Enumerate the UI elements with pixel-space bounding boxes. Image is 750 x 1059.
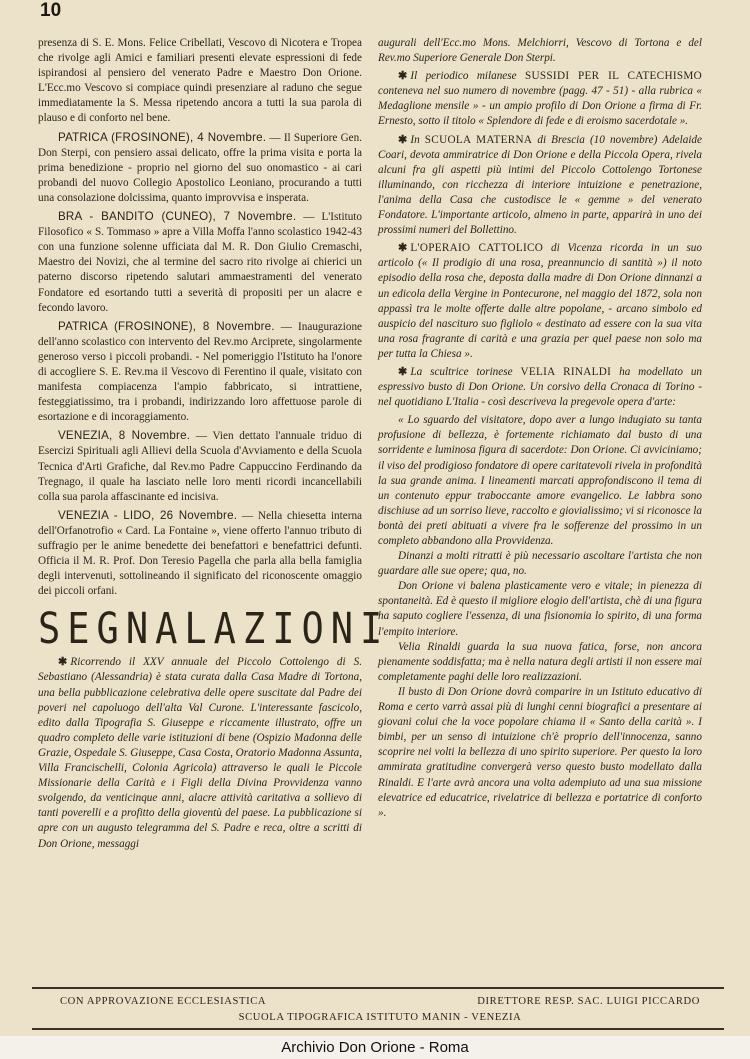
quote-paragraph: « Lo sguardo del visitatore, dopo aver a lungo indugiato su tanta profusione di bellezza, è fortemente richiamato dal busto di una sorridente e luminosa figura di sacerdote: Don Orione. Ci avviciniamo; il viso del prodigioso fondatore di opere caritatevoli rivela in profondità la sua grande anima. I lineamenti marcati approfondiscono il tema di un contenuto eppur traboccante amore evangelico. Le labbra sono dischiuse ad un sorriso lieve, raccolto e giovialissimo; vi si riconosce la bontà dei preti abituati a vivere fra le sofferenze del prossimo in un completo abbandono alla Provvidenza. (378, 414, 702, 547)
footer-rule-bottom (32, 1028, 724, 1030)
right-column (378, 36, 702, 821)
segnalazione-lead: In (410, 133, 420, 146)
article-columns (38, 36, 718, 984)
news-item (38, 36, 362, 127)
footer (60, 994, 700, 1026)
segnalazione-text: Ricorrendo il XXV annuale del Piccolo Cottolengo di S. Sebastiano (Alessandria) è stata curata dalla Casa Madre di Tortona, una bella pubblicazione celebrativa delle opere suscitate dal Padre dei poveri nel capoluogo dell'alta Val Curone. L'interessante fascicolo, edito dalla Tipografia S. Giuseppe e riccamente illustrato, offre un quadro completo delle varie istituzioni di bene (Ospizio Madonna delle Grazie, Ospedale S. Giuseppe, Casa Costa, Oratorio Madonna Assunta, Villa Francischelli, Colonia Agricola) attraverso le quali le Piccole Missionarie della Carità e i Figli della Divina Provvidenza vanno svolgendo, da venticinque anni, alacre attività caritativa a sollievo di tanti poverelli e a profitto della gioventù del paese. La pubblicazione si apre con un augusto telegramma del S. Padre e reca, oltre a scritti di Don Orione, messaggi (38, 656, 362, 850)
section-title-segnalazioni: SEGNALAZIONI (38, 604, 390, 654)
star-bullet-icon: ✱ (398, 365, 408, 378)
page-number: 10 (40, 0, 62, 21)
quoted-article (378, 413, 702, 821)
publication-name: SUSSIDI PER IL CATECHISMO (524, 70, 702, 83)
footer-rule-top (32, 987, 724, 989)
quote-paragraph: Don Orione vi balena plasticamente vero e vitale; in pienezza di spontaneità. Ed è questo il migliore elogio dell'artista, chè di una figura ha saputo cogliere l'essenza, di una fisionomia lo spirito, di una forma l'empito interiore. (378, 580, 702, 638)
segnalazione-item (378, 365, 702, 410)
quote-paragraph: Dinanzi a molti ritratti è più necessario ascoltare l'artista che non guardare alle sue opere; qua, no. (378, 550, 702, 578)
archive-watermark-bar: Archivio Don Orione - Roma (0, 1036, 750, 1059)
news-item (38, 508, 362, 600)
news-item-text: — Inaugurazione dell'anno scolastico con intervento del Rev.mo Arciprete, singolarmente generoso verso i piccoli probandi. - Nel pomeriggio l'Istituto ha l'onore di accogliere S. E. Rev.ma il Vescovo di Ferentino il quale, visitato con manifesta compiacenza l'ampio fabbricato, si intrattiene, festeggiatissimo, tra i probandi, indirizzando loro affettuose parole di esortazione e di incoraggiamento. (38, 320, 363, 424)
segnalazione-text: conteneva nel suo numero di novembre (pagg. 47 - 51) - alla rubrica « Medaglione mensile » - un ampio profilo di Don Orione a firma di Fr. Ernesto, sotto il titolo « Splendore di fede e di eroismo sacerdotale ». (378, 85, 702, 128)
news-item-text: — L'Istituto Filosofico « S. Tommaso » apre a Villa Moffa l'anno scolastico 1942-43 con una funzione solenne ufficiata dal M. R. Don Giulio Cremaschi, Maestro dei Novizi, che al termine del sacro rito rivolge ai chierici un paterno discorso ripetendo salutari ammaestramenti del venerato Fondatore ed esortando tutti a severità di propositi per un alacre e fecondo lavoro. (38, 211, 363, 314)
news-item (38, 209, 362, 316)
news-item-text: presenza di S. E. Mons. Felice Cribellati, Vescovo di Nicotera e Tropea che rivolge agli Amici e familiari presenti elevate espressioni di fede ispirandosi al pensiero del venerato Padre e Maestro Don Orione. L'Ecc.mo Vescovo si compiace quindi presenziare al raduno che segue immediatamente la S. Messa ripetendo ancora a tutti la sua parola di plauso e di conforto nel bene. (38, 37, 362, 125)
news-item-text: — Vien dettato l'annuale triduo di Esercizi Spirituali agli Allievi della Scuola d'Avviamento e della Scuola Tecnica d'Arti Grafiche, dal Rev.mo Padre Cappuccino Ferdinando da Tregnago, il quale ha lasciato nelle loro menti ricordi incancellabili colla sua parola affascinante ed incisiva. (38, 430, 363, 503)
segnalazione-lead: La scultrice torinese (410, 365, 513, 378)
star-bullet-icon: ✱ (398, 133, 408, 146)
publication-name: L'OPERAIO CATTOLICO (410, 242, 544, 255)
segnalazioni-body (38, 655, 362, 851)
news-item (38, 130, 362, 206)
artist-name: VELIA RINALDI (520, 365, 612, 378)
news-item-heading: BRA - BANDITO (CUNEO), 7 Novembre. (58, 210, 297, 224)
news-item (38, 319, 362, 426)
segnalazione-text: di Vicenza ricorda in un suo articolo (« Il prodigio di una rosa, preannuncio di santità ») il noto episodio della rosa che, deposta dalla madre di Don Orione dinnanzi a un edicola della Vergine in Pontecurone, nel maggio del 1872, sola non appassì tra le molte offerte dalle altre popolane, - arcano simbolo ed auspicio del nascituro suo figliolo « destinato ad essere con la sua vita una rosa fragrante di carità e una grazia per quel paese non solo ma per tutta la Chiesa ». (378, 242, 702, 360)
news-item-text: — Il Superiore Gen. Don Sterpi, con pensiero assai delicato, offre la prima visita e porta la prima benedizione - proprio nel giorno del suo onomastico - ai cari probandi del nuovo Collegio Apostolico Leoniano, procurando a tutti una consolazione dolcissima, quanto improvvisa e insperata. (38, 131, 363, 204)
news-item-text: — Nella chiesetta interna dell'Orfanotrofio « Card. La Fontaine », viene offerto l'annuo tributo di suffragio per le anime benedette dei benefattori e benefattrici defunti. Officia il M. R. Prof. Don Teresio Pagella che parla alla bella famiglia degli intervenuti, sottolineando il significato del riconoscente omaggio dei piccoli orfani. (38, 509, 362, 598)
star-bullet-icon: ✱ (58, 656, 68, 669)
segnalazione-item (378, 133, 702, 239)
publication-name: SCUOLA MATERNA (424, 133, 533, 146)
quote-paragraph: Il busto di Don Orione dovrà comparire in un Istituto educativo di Roma e certo varrà assai più di lunghi cenni biografici a presentare ai giovani colui che la voce popolare chiama il « Santo della carità ». I bimbi, per un senso di intuizione ch'è proprio dell'innocenza, sanno scoprire nei volti la bellezza di uno spirito superiore. Per questo la loro ammirata gratitudine convergerà verso questo busto modellato dalla Rinaldi. E l'arte avrà ancora una volta adempiuto ad una sua missione elevatrice ed educatrice, rivelatrice di bellezza e portatrice di conforto ». (378, 685, 702, 819)
segnalazione-item (378, 241, 702, 362)
segnalazione-item (378, 36, 702, 66)
star-bullet-icon: ✱ (398, 70, 408, 83)
news-item (38, 428, 362, 504)
left-column (38, 36, 390, 852)
segnalazione-continuation: augurali dell'Ecc.mo Mons. Melchiorri, Vescovo di Tortona e del Rev.mo Superiore Generale Don Sterpi. (378, 37, 702, 65)
segnalazione-item (378, 69, 702, 129)
star-bullet-icon: ✱ (398, 242, 408, 255)
news-item-heading: PATRICA (FROSINONE), 4 Novembre. (58, 130, 267, 144)
footer-approval: CON APPROVAZIONE ECCLESIASTICA (60, 996, 267, 1007)
footer-printer: SCUOLA TIPOGRAFICA ISTITUTO MANIN - VENEZIA (238, 1012, 522, 1023)
segnalazione-text: di Brescia (10 novembre) Adelaide Coari, devota ammiratrice di Don Orione e della Piccola Opera, rivela alcuni fra gli aspetti più intimi del Piccolo Cottolengo Tortonese illuminando, con ricchezza di interiore intuizione e penetrazione, l'anima della Casa che custodisce le « gemme » del venerato Fondatore. L'importante articolo, almeno in parte, apparirà in uno dei prossimi numeri del Bollettino. (378, 133, 702, 237)
quote-paragraph: Velia Rinaldi guarda la sua nuova fatica, forse, non ancora pienamente soddisfatta; ma è nella natura degli artisti il non essere mai completamente paghi delle loro realizzazioni. (378, 640, 702, 683)
news-item-heading: VENEZIA - LIDO, 26 Novembre. (58, 508, 238, 522)
footer-director: DIRETTORE RESP. SAC. LUIGI PICCARDO (477, 996, 700, 1007)
segnalazione-lead: Il periodico milanese (410, 70, 517, 83)
news-item-heading: VENEZIA, 8 Novembre. (58, 429, 191, 443)
news-item-heading: PATRICA (FROSINONE), 8 Novembre. (58, 319, 275, 333)
segnalazione-text: ha modellato un espressivo busto di Don Orione. Un corsivo della Cronaca di Torino - nel quotidiano L'Italia - così descriveva la pregevole opera d'arte: (378, 365, 703, 409)
